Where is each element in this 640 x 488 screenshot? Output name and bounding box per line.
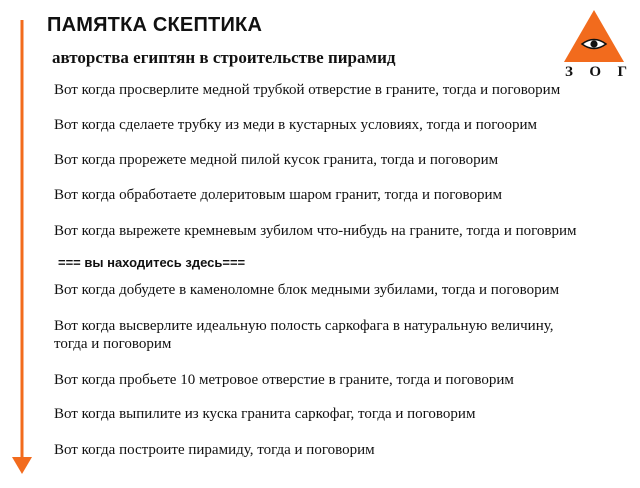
list-item: Вот когда пробьете 10 метровое отверстие в граните, тогда и поговорим — [54, 372, 514, 388]
list-item: Вот когда построите пирамиду, тогда и поговорим — [54, 442, 375, 458]
list-item: Вот когда обработаете долеритовым шаром гранит, тогда и поговорим — [54, 187, 503, 203]
timeline-arrowhead — [12, 457, 32, 474]
page-subtitle: авторства египтян в строительстве пирамид — [52, 48, 396, 67]
logo-letter: З — [565, 64, 573, 80]
page-title: ПАМЯТКА СКЕПТИКА — [47, 14, 263, 36]
logo-letters — [565, 64, 627, 81]
list-item-continuation: тогда и поговорим — [54, 336, 172, 352]
you-are-here-marker: === вы находитесь здесь=== — [58, 255, 246, 270]
list-item: Вот когда добудете в каменоломне блок медными зубилами, тогда и поговорим — [54, 282, 560, 298]
timeline-arrow — [0, 0, 40, 488]
logo-triangle — [564, 10, 624, 62]
logo-letter: Г — [617, 64, 627, 80]
eye-triangle-logo-icon — [560, 8, 636, 68]
eye-pupil — [590, 40, 597, 47]
list-item: Вот когда выпилите из куска гранита саркофаг, тогда и поговорим — [54, 406, 476, 422]
list-item: Вот когда сделаете трубку из меди в кустарных условиях, тогда и погоорим — [54, 117, 538, 133]
list-item: Вот когда вырежете кремневым зубилом что-нибудь на граните, тогда и поговрим — [54, 223, 577, 239]
list-item: Вот когда прорежете медной пилой кусок гранита, тогда и поговорим — [54, 152, 499, 168]
list-item: Вот когда просверлите медной трубкой отверстие в граните, тогда и поговорим — [54, 82, 561, 98]
logo-letter: О — [589, 64, 602, 80]
list-item: Вот когда высверлите идеальную полость саркофага в натуральную величину, — [54, 318, 554, 334]
